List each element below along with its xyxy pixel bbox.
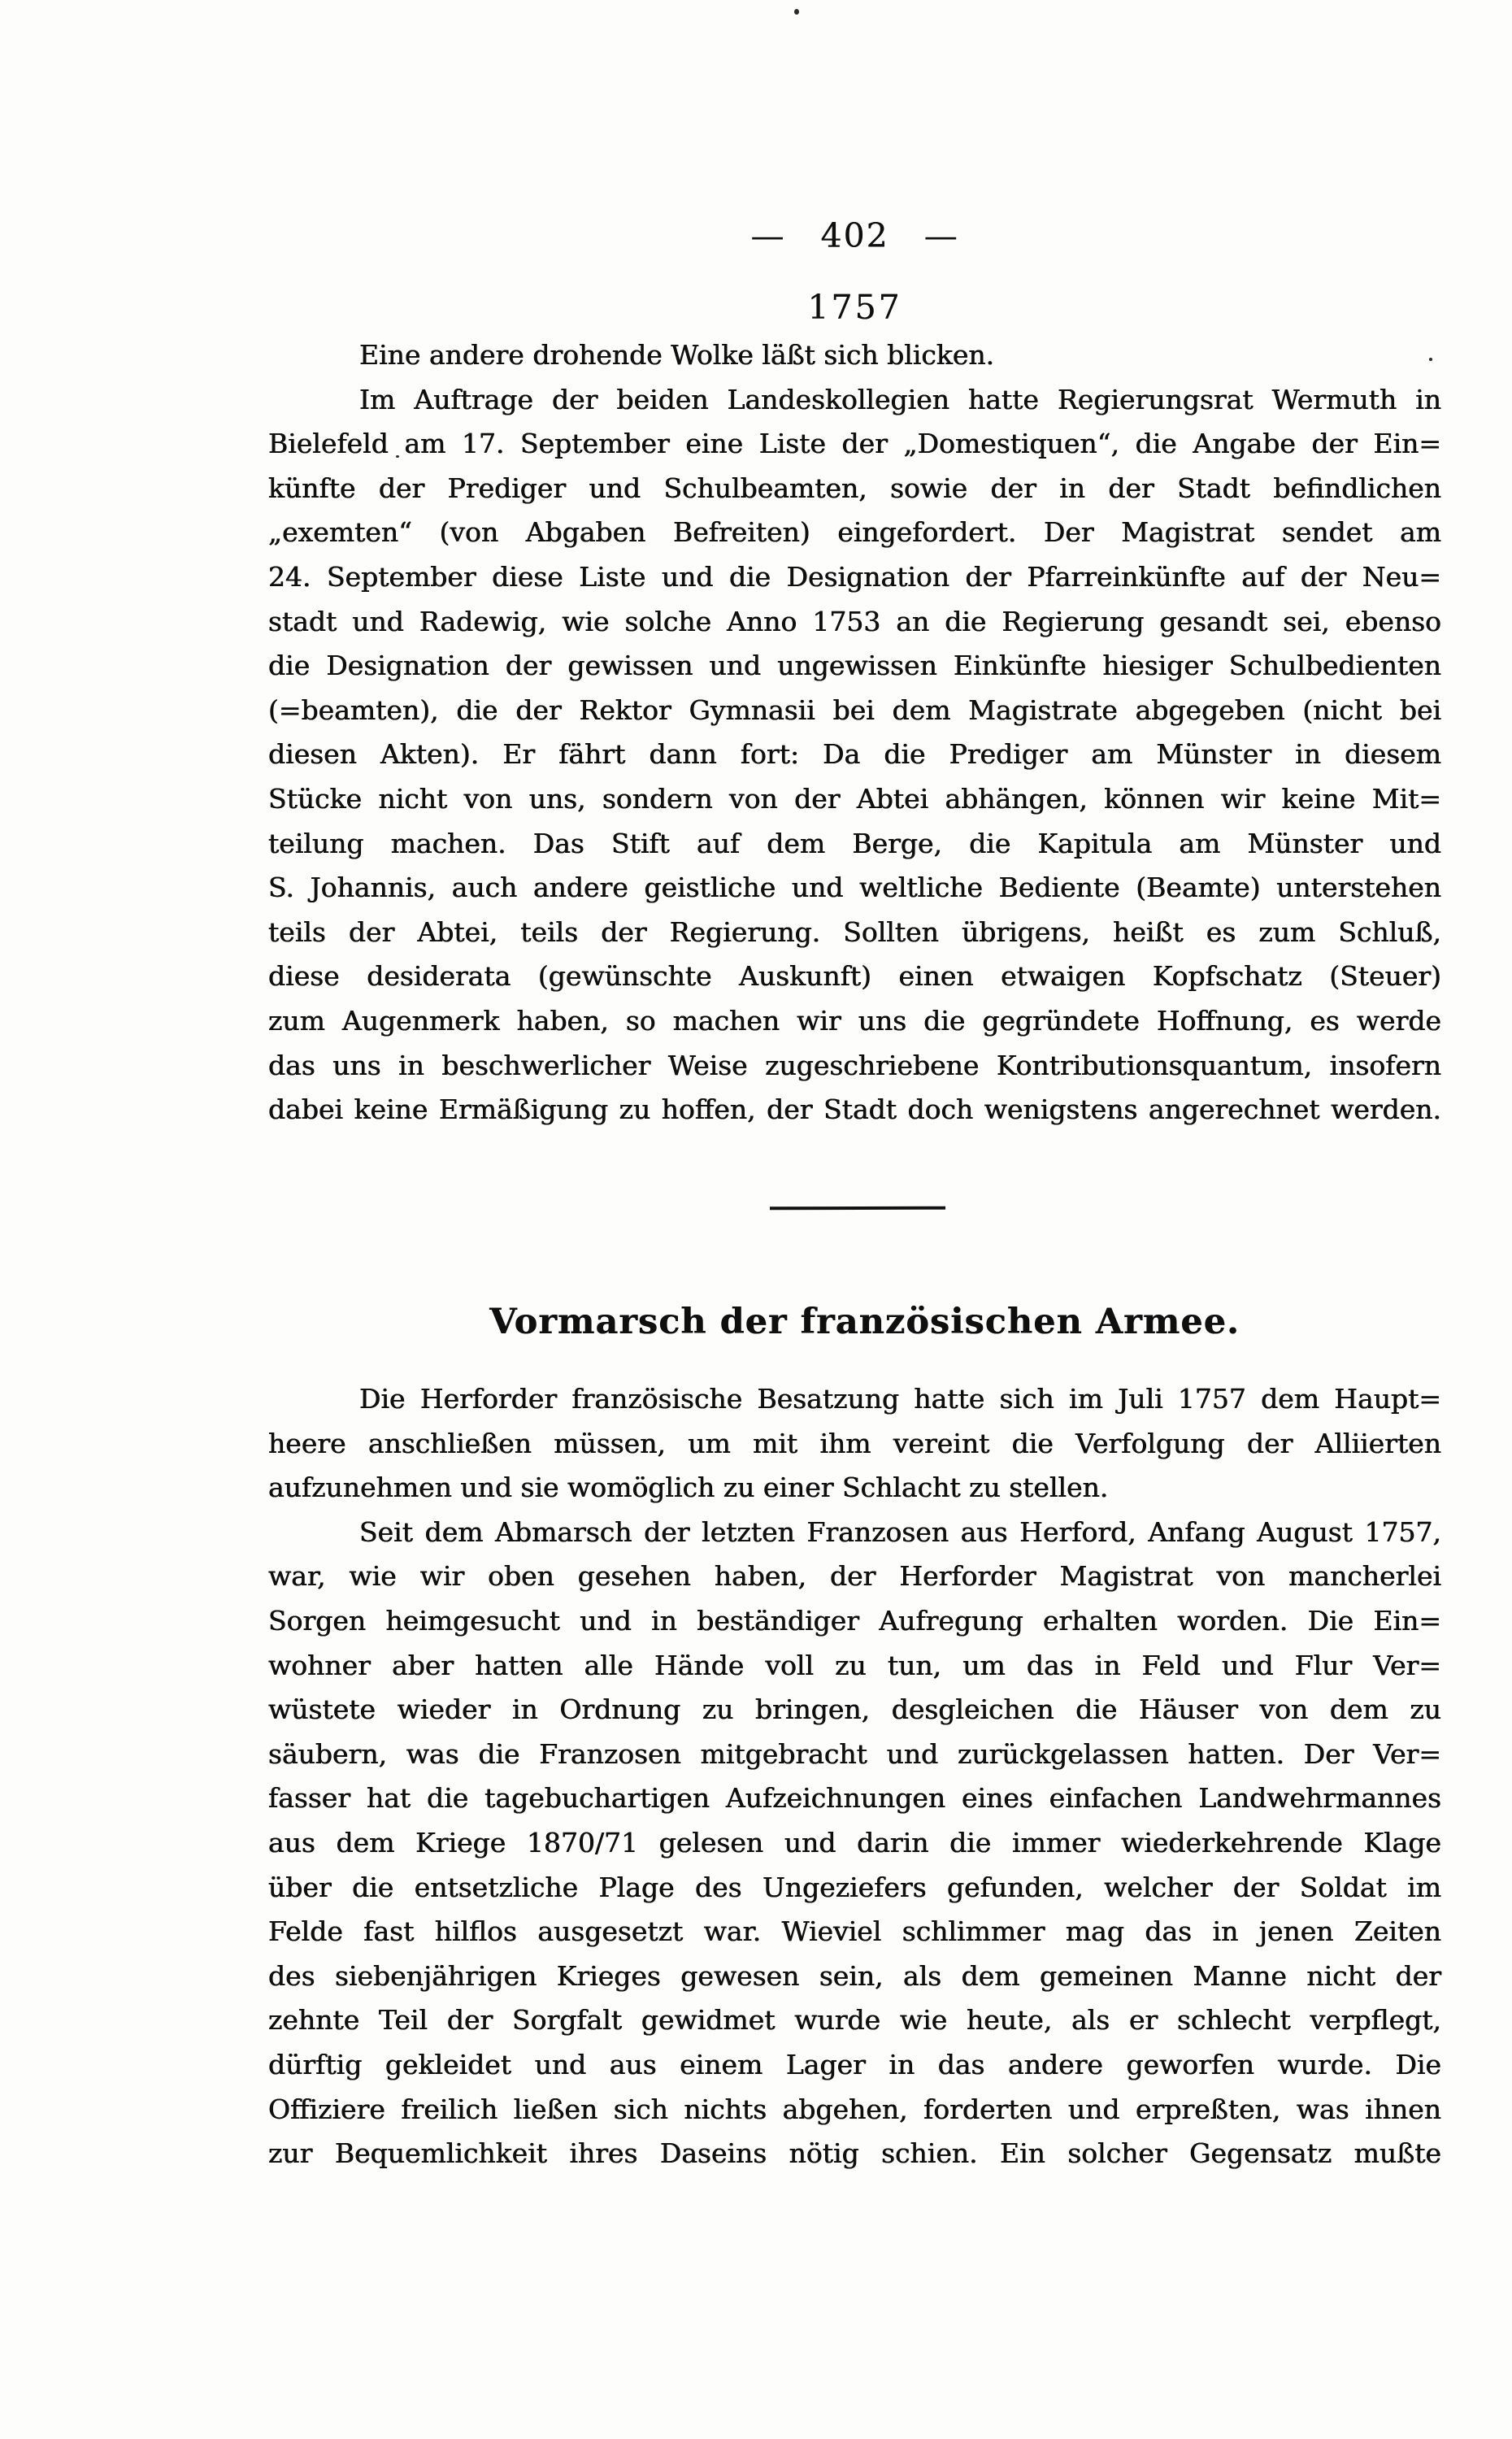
advance-paragraph-block (268, 1377, 1441, 2176)
text-line: das uns in beschwerlicher Weise zugeschriebene Kontributionsquantum, insofern (268, 1049, 1441, 1081)
text-line: aus dem Kriege 1870/71 gelesen und darin die immer wiederkehrende Klage (268, 1826, 1441, 1859)
text-line: diesen Akten). Er fährt dann fort: Da die Prediger am Münster in diesem (268, 738, 1441, 771)
section-divider (770, 1206, 945, 1211)
text-line: künfte der Prediger und Schulbeamten, sowie der in der Stadt befindlichen (268, 472, 1441, 504)
text-line: Die Herforder französische Besatzung hatte sich im Juli 1757 dem Haupt= (359, 1383, 1441, 1415)
intro-paragraph-block (268, 333, 1441, 1133)
text-line: 24. September diese Liste und die Designation der Pfarreinkünfte auf der Neu= (268, 560, 1441, 593)
text-line: (=beamten), die der Rektor Gymnasii bei dem Magistrate abgegeben (nicht bei (268, 693, 1441, 726)
text-line: wüstete wieder in Ordnung zu bringen, desgleichen die Häuser von dem zu (268, 1693, 1441, 1726)
section-heading: Vormarsch der französischen Armee. (489, 1302, 1240, 1342)
text-line: teilung machen. Das Stift auf dem Berge, die Kapitula am Münster und (268, 827, 1441, 859)
text-line: zum Augenmerk haben, so machen wir uns die gegründete Hoffnung, es werde (268, 1004, 1441, 1037)
text-line: säubern, was die Franzosen mitgebracht und zurückgelassen hatten. Der Ver= (268, 1737, 1441, 1770)
text-line: aufzunehmen und sie womöglich zu einer Schlacht zu stellen. (268, 1472, 1109, 1504)
text-line: Sorgen heimgesucht und in beständiger Aufregung erhalten worden. Die Ein= (268, 1604, 1441, 1637)
text-line: zehnte Teil der Sorgfalt gewidmet wurde wie heute, als er schlecht verpflegt, (268, 2004, 1441, 2037)
text-line: heere anschließen müssen, um mit ihm vereint die Verfolgung der Alliierten (268, 1427, 1441, 1459)
text-line: dürftig gekleidet und aus einem Lager in das andere geworfen wurde. Die (268, 2048, 1441, 2080)
text-line: Offiziere freilich ließen sich nichts abgehen, forderten und erpreßten, was ihnen (268, 2093, 1441, 2125)
text-line: „exemten“ (von Abgaben Befreiten) eingefordert. Der Magistrat sendet am (268, 516, 1441, 549)
text-line: dabei keine Ermäßigung zu hoffen, der Stadt doch wenigstens angerechnet werden. (268, 1093, 1441, 1126)
text-line: zur Bequemlichkeit ihres Daseins nötig schien. Ein solcher Gegensatz mußte (268, 2137, 1441, 2170)
text-line: teils der Abtei, teils der Regierung. Sollten übrigens, heißt es zum Schluß, (268, 915, 1441, 948)
text-line: diese desiderata (gewünschte Auskunft) einen etwaigen Kopfschatz (Steuer) (268, 960, 1441, 993)
text-line: stadt und Radewig, wie solche Anno 1753 an die Regierung gesandt sei, ebenso (268, 605, 1441, 637)
text-line: des siebenjährigen Krieges gewesen sein, als dem gemeinen Manne nicht der (268, 1959, 1441, 1992)
text-line: Eine andere drohende Wolke läßt sich blicken. (359, 339, 995, 371)
text-line: Stücke nicht von uns, sondern von der Abtei abhängen, können wir keine Mit= (268, 782, 1441, 815)
text-line: S. Johannis, auch andere geistliche und weltliche Bediente (Beamte) unterstehen (268, 872, 1441, 904)
text-line: fasser hat die tagebuchartigen Aufzeichnungen eines einfachen Landwehrmannes (268, 1782, 1441, 1815)
text-line: wohner aber hatten alle Hände voll zu tun, um das in Feld und Flur Ver= (268, 1649, 1441, 1681)
page-number: — 402 — (750, 216, 959, 255)
scan-speck (794, 9, 799, 15)
year-heading: 1757 (807, 288, 902, 327)
text-line: über die entsetzliche Plage des Ungeziefers gefunden, welcher der Soldat im (268, 1871, 1441, 1903)
text-line: Im Auftrage der beiden Landeskollegien hatte Regierungsrat Wermuth in (359, 383, 1441, 415)
text-line: Felde fast hilflos ausgesetzt war. Wieviel schlimmer mag das in jenen Zeiten (268, 1915, 1441, 1948)
text-line: war, wie wir oben gesehen haben, der Herforder Magistrat von mancherlei (268, 1560, 1441, 1593)
text-line: Seit dem Abmarsch der letzten Franzosen aus Herford, Anfang August 1757, (359, 1515, 1441, 1548)
text-line: die Designation der gewissen und ungewissen Einkünfte hiesiger Schulbedienten (268, 650, 1441, 682)
text-line: Bielefeld am 17. September eine Liste der „Domestiquen“, die Angabe der Ein= (268, 428, 1441, 460)
